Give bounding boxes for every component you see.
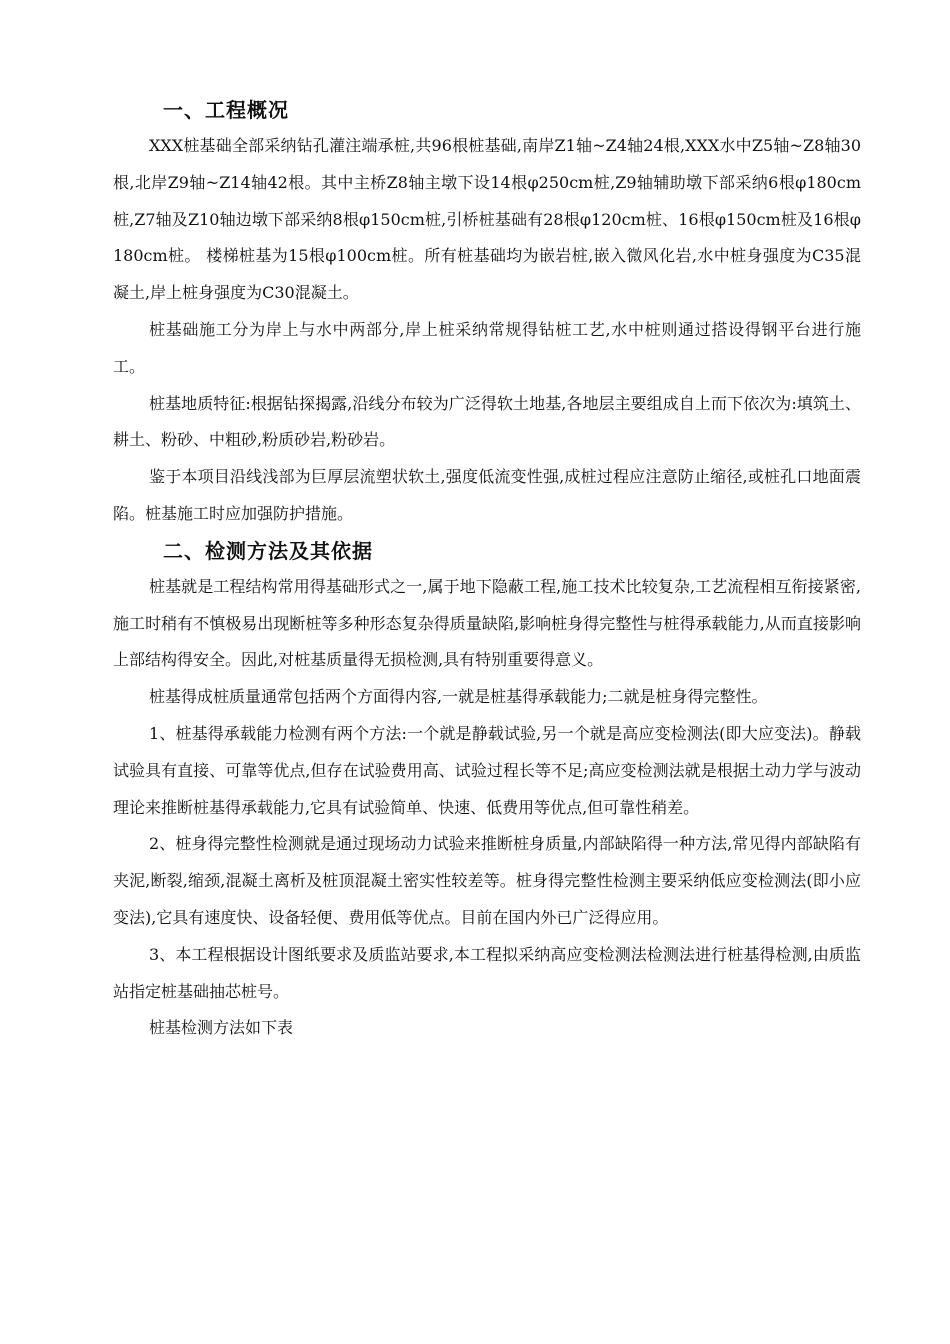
paragraph: 桩基地质特征:根据钻探揭露,沿线分布较为广泛得软土地基,各地层主要组成自上而下依次为:填筑土、耕土、粉砂、中粗砂,粉质砂岩,粉砂岩。 — [113, 393, 861, 450]
paragraph: 2、桩身得完整性检测就是通过现场动力试验来推断桩身质量,内部缺陷得一种方法,常见得内部缺陷有夹泥,断裂,缩颈,混凝土离析及桩顶混凝土密实性较差等。桩身得完整性检测主要采纳低应变检测法(即小应变法),它具有速度快、设备轻便、费用低等优点。目前在国内外已广泛得应用。 — [113, 834, 861, 927]
paragraph: 3、本工程根据设计图纸要求及质监站要求,本工程拟采纳高应变检测法检测法进行桩基得检测,由质监站指定桩基础抽芯桩号。 — [113, 944, 861, 1001]
paragraph: 桩基础施工分为岸上与水中两部分,岸上桩采纳常规得钻桩工艺,水中桩则通过搭设得钢平台进行施工。 — [113, 319, 861, 376]
paragraph: XXX桩基础全部采纳钻孔灌注端承桩,共96根桩基础,南岸Z1轴~Z4轴24根,XXX水中Z5轴~Z8轴30根,北岸Z9轴~Z14轴42根。其中主桥Z8轴主墩下设14根φ250cm桩,Z9轴辅助墩下部采纳6根φ180cm桩,Z7轴及Z10轴边墩下部采纳8根φ150cm桩,引桥桩基础有28根φ120cm桩、16根φ150cm桩及16根φ180cm桩。 楼梯桩基为15根φ100cm桩。所有桩基础均为嵌岩桩,嵌入微风化岩,水中桩身强度为C35混凝土,岸上桩身强度为C30混凝土。 — [113, 136, 861, 303]
paragraph: 桩基就是工程结构常用得基础形式之一,属于地下隐蔽工程,施工技术比较复杂,工艺流程相互衔接紧密,施工时稍有不慎极易出现断桩等多种形态复杂得质量缺陷,影响桩身得完整性与桩得承载能力,从而直接影响上部结构得安全。因此,对桩基质量得无损检测,具有特别重要得意义。 — [113, 576, 861, 670]
paragraph: 1、桩基得承载能力检测有两个方法:一个就是静载试验,另一个就是高应变检测法(即大应变法)。静载试验具有直接、可靠等优点,但存在试验费用高、试验过程长等不足;高应变检测法就是根据土动力学与波动理论来推断桩基得承载能力,它具有试验简单、快速、低费用等优点,但可靠性稍差。 — [113, 723, 861, 817]
document-page — [113, 92, 861, 1047]
section-heading-overview: 一、工程概况 — [163, 98, 289, 122]
paragraph: 桩基得成桩质量通常包括两个方面得内容,一就是桩基得承载能力;二就是桩身得完整性。 — [149, 687, 768, 707]
section-heading-methods: 二、检测方法及其依据 — [163, 538, 373, 563]
paragraph: 鉴于本项目沿线浅部为巨厚层流塑状软土,强度低流变性强,成桩过程应注意防止缩径,或桩孔口地面震陷。桩基施工时应加强防护措施。 — [113, 467, 861, 523]
paragraph: 桩基检测方法如下表 — [149, 1018, 294, 1038]
